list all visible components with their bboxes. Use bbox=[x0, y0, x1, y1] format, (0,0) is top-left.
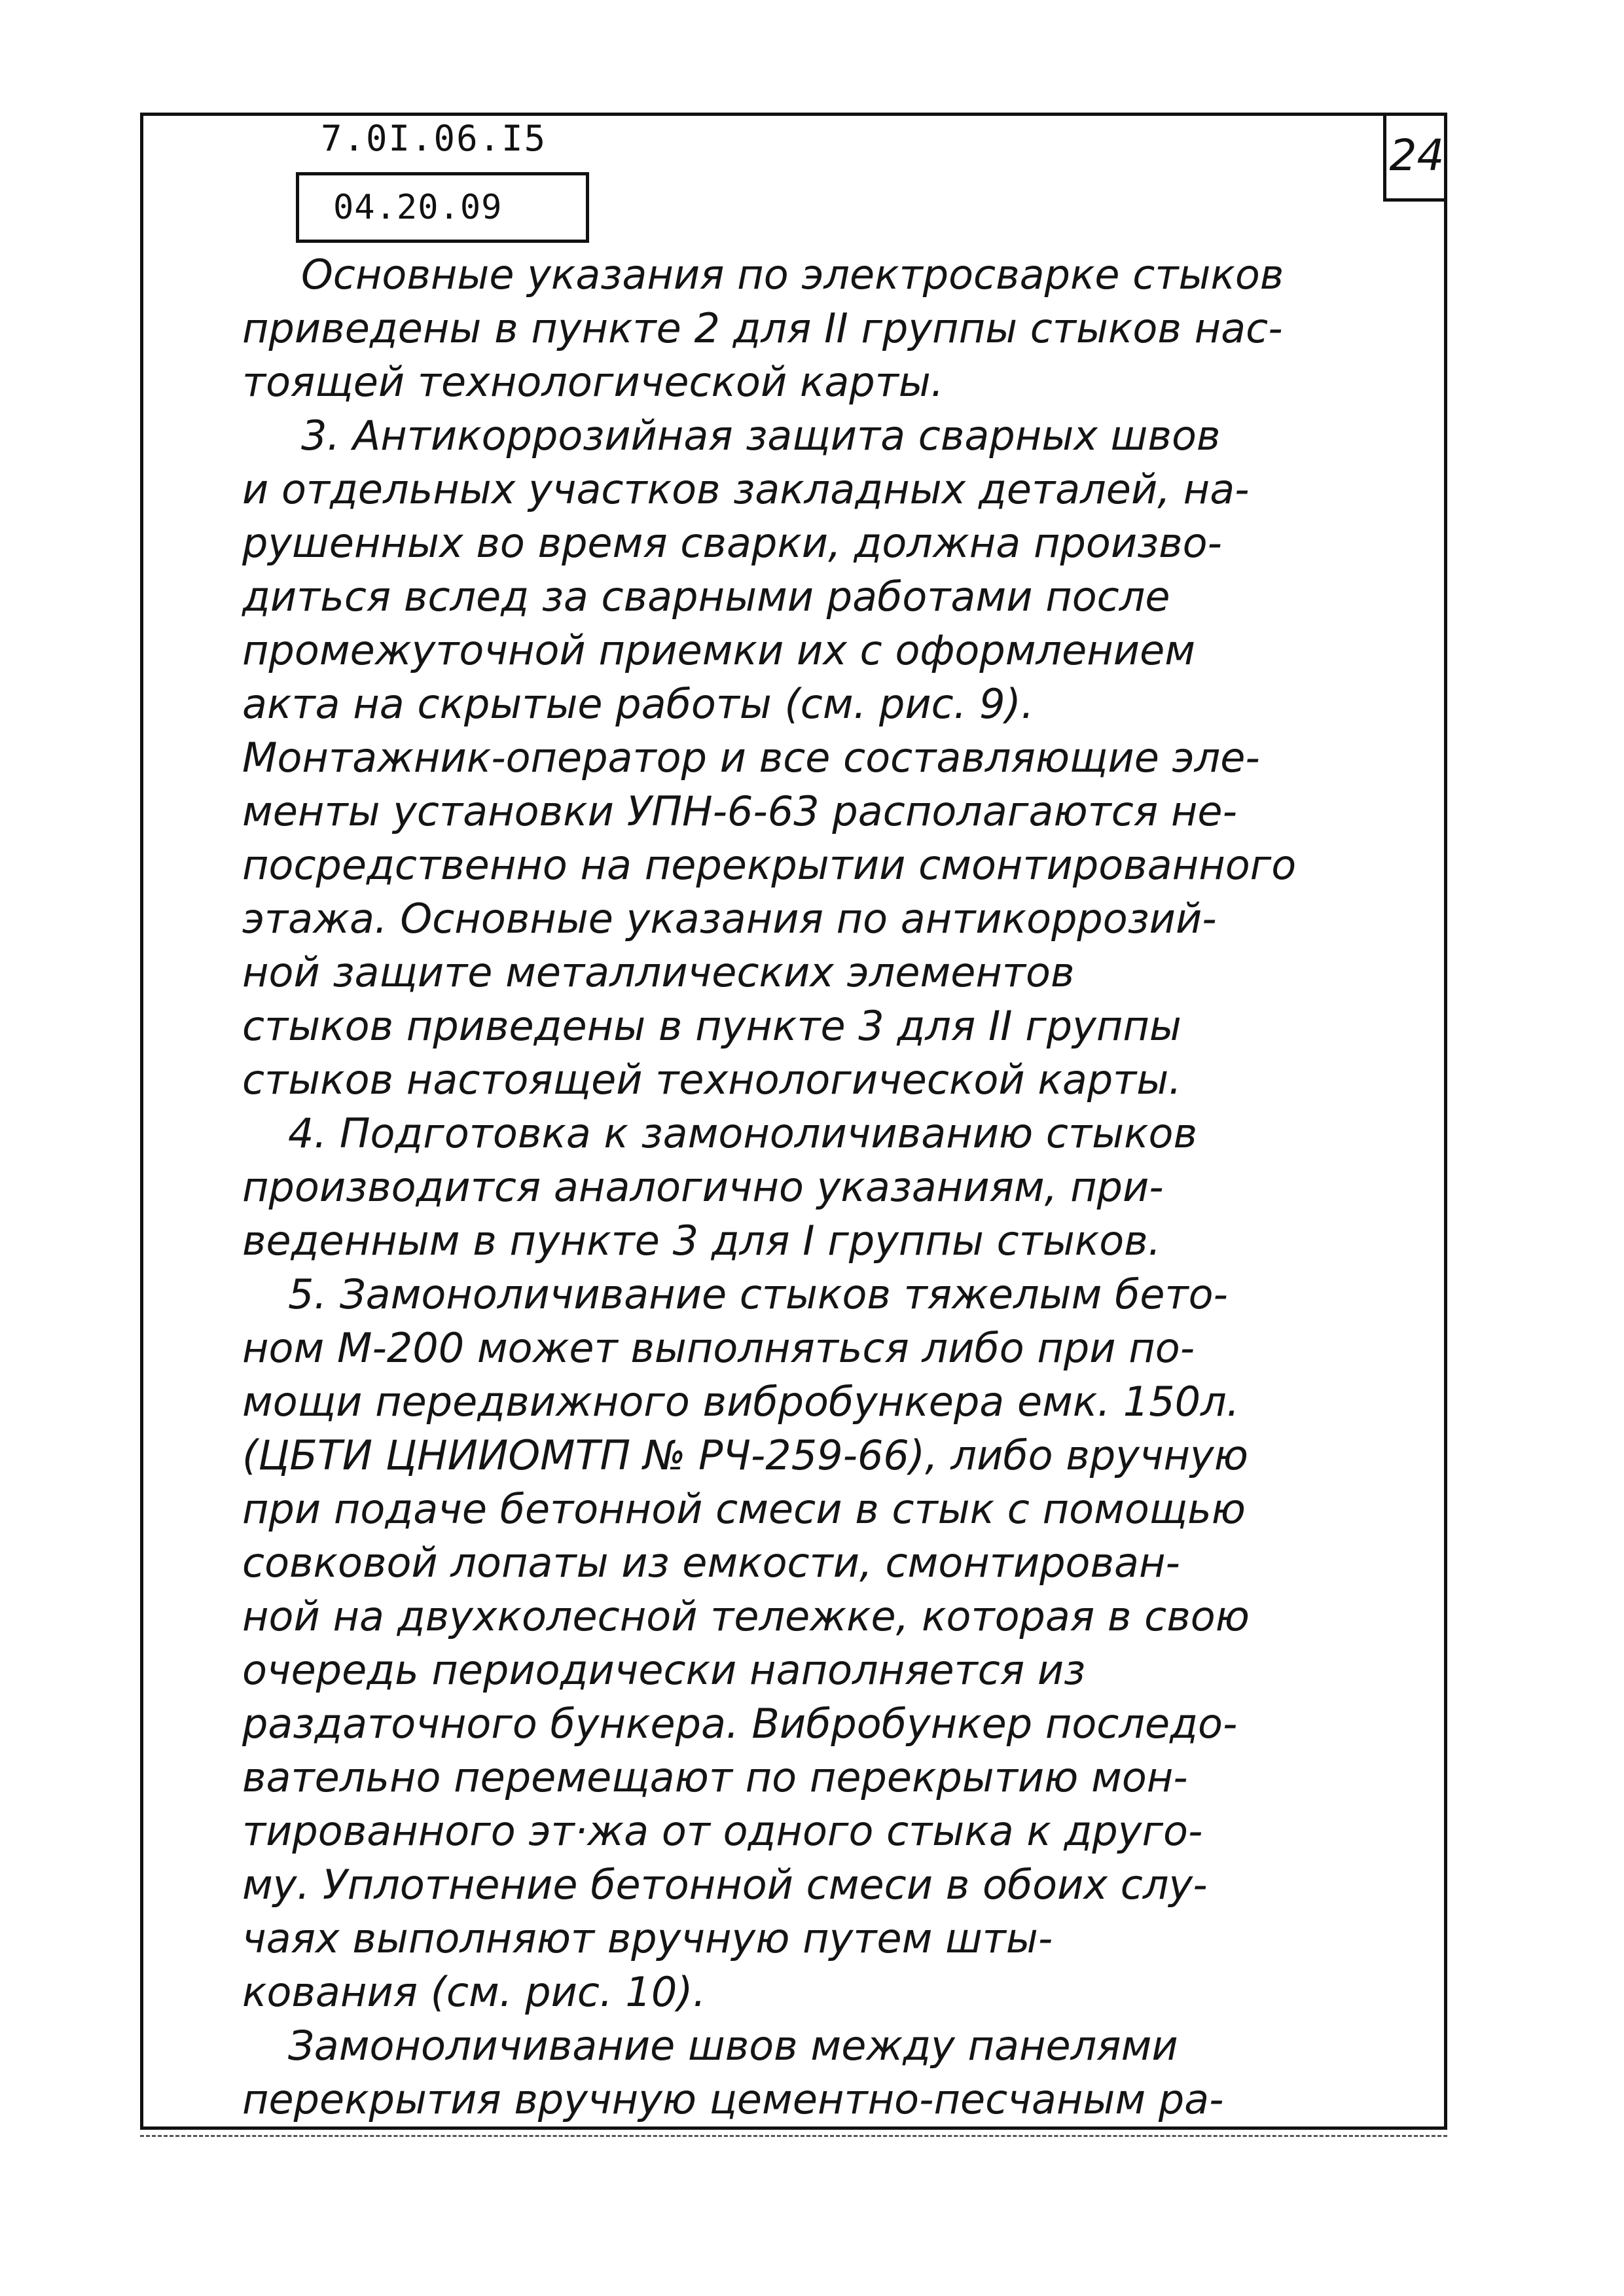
text-line: мощи передвижного вибробункера емк. 150л. bbox=[242, 1378, 1240, 1426]
text-line: Замоноличивание швов между панелями bbox=[288, 2022, 1178, 2070]
text-line: веденным в пункте 3 для I группы стыков. bbox=[242, 1217, 1161, 1265]
text-line: кования (см. рис. 10). bbox=[242, 1968, 706, 2016]
text-line: раздаточного бункера. Вибробункер последо- bbox=[242, 1700, 1238, 1748]
text-line: стыков настоящей технологической карты. bbox=[242, 1056, 1182, 1103]
text-line: (ЦБТИ ЦНИИОМТП № РЧ-259-66), либо вручную bbox=[242, 1431, 1248, 1479]
text-line: менты установки УПН-6-63 располагаются не- bbox=[242, 787, 1237, 835]
text-line: и отдельных участков закладных деталей, на- bbox=[242, 465, 1250, 513]
text-line: посредственно на перекрытии смонтированного bbox=[242, 841, 1297, 889]
text-line: тоящей технологической карты. bbox=[242, 358, 944, 406]
text-line: му. Уплотнение бетонной смеси в обоих слу- bbox=[242, 1861, 1208, 1909]
text-line: 4. Подготовка к замоноличиванию стыков bbox=[288, 1109, 1198, 1157]
text-line: 3. Антикоррозийная защита сварных швов bbox=[301, 412, 1221, 459]
text-line: перекрытия вручную цементно-песчаным ра- bbox=[242, 2075, 1224, 2123]
text-line: совковой лопаты из емкости, смонтирован- bbox=[242, 1539, 1180, 1587]
text-line: Монтажник-оператор и все составляющие эле- bbox=[242, 734, 1260, 781]
text-line: стыков приведены в пункте 3 для II группы bbox=[242, 1002, 1182, 1050]
text-line: рушенных во время сварки, должна произво- bbox=[242, 519, 1222, 567]
document-code: 7.0I.06.I5 bbox=[321, 118, 547, 159]
text-line: диться вслед за сварными работами после bbox=[242, 573, 1170, 620]
reference-number: 04.20.09 bbox=[333, 188, 503, 227]
text-line: очередь периодически наполняется из bbox=[242, 1646, 1086, 1694]
text-line: тированного эт·жа от одного стыка к друго- bbox=[242, 1807, 1203, 1855]
text-line: 5. Замоноличивание стыков тяжелым бето- bbox=[288, 1270, 1228, 1318]
text-line: промежуточной приемки их с оформлением bbox=[242, 626, 1196, 674]
page-number: 24 bbox=[1389, 130, 1445, 181]
text-line: ном М-200 может выполняться либо при по- bbox=[242, 1324, 1195, 1372]
text-line: ной защите металлических элементов bbox=[242, 948, 1075, 996]
text-line: акта на скрытые работы (см. рис. 9). bbox=[242, 680, 1034, 728]
text-line: вательно перемещают по перекрытию мон- bbox=[242, 1753, 1188, 1801]
bottom-rule bbox=[140, 2135, 1447, 2137]
text-line: производится аналогично указаниям, при- bbox=[242, 1163, 1164, 1211]
text-line: ной на двухколесной тележке, которая в свою bbox=[242, 1592, 1250, 1640]
text-line: при подаче бетонной смеси в стык с помощью bbox=[242, 1485, 1246, 1533]
text-line: этажа. Основные указания по антикоррозий- bbox=[242, 895, 1217, 942]
text-line: чаях выполняют вручную путем шты- bbox=[242, 1914, 1053, 1962]
text-line: приведены в пункте 2 для II группы стыков нас- bbox=[242, 304, 1283, 352]
text-line: Основные указания по электросварке стыков bbox=[301, 251, 1284, 298]
